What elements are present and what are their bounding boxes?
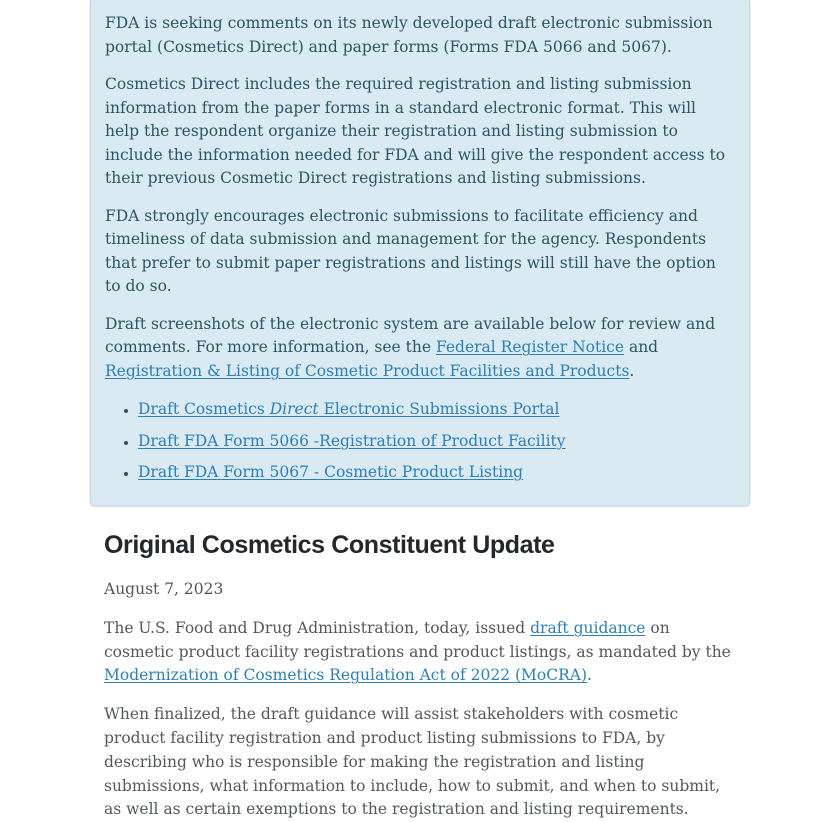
draft-fda-form-5067-link[interactable]: Draft FDA Form 5067 - Cosmetic Product Listing bbox=[138, 463, 523, 481]
paragraph bbox=[105, 313, 733, 384]
draft-fda-form-5066-link[interactable]: Draft FDA Form 5066 -Registration of Product Facility bbox=[138, 432, 566, 450]
paragraph bbox=[104, 617, 734, 688]
text-run: FDA is seeking comments on its newly developed draft electronic submission portal (Cosmetics Direct) and paper forms (Forms FDA 5066 and 5067). bbox=[105, 14, 713, 56]
list-item bbox=[138, 398, 733, 422]
mocra-link[interactable]: Modernization of Cosmetics Regulation Act of 2022 (MoCRA) bbox=[104, 666, 587, 684]
text-run: . bbox=[629, 362, 634, 380]
paragraph bbox=[104, 703, 734, 822]
text-run: Cosmetics Direct includes the required registration and listing submission information from the paper forms in a standard electronic format. This will help the respondent organize their registration and listing submission to include the information needed for FDA and will give the respondent access to their previous Cosmetic Direct registrations and listing submissions. bbox=[105, 75, 725, 187]
draft-guidance-link[interactable]: draft guidance bbox=[530, 619, 645, 637]
text-run: When finalized, the draft guidance will assist stakeholders with cosmetic product facility registration and product listing submissions to FDA, by describing who is responsible for making the registration and listing submissions, what information to include, how to submit, and when to submit, as well as certain exemptions to the registration and listing requirements. bbox=[104, 705, 720, 818]
paragraph bbox=[105, 12, 733, 59]
paragraph bbox=[105, 205, 733, 299]
list-item bbox=[138, 461, 733, 485]
draft-cosmetics-direct-portal-link[interactable]: Draft Cosmetics Direct Electronic Submissions Portal bbox=[138, 400, 559, 418]
text-run: on cosmetic product facility registrations and product listings, as mandated by the bbox=[104, 619, 731, 661]
registration-listing-link[interactable]: Registration & Listing of Cosmetic Product Facilities and Products bbox=[105, 362, 629, 380]
list-item bbox=[138, 430, 733, 454]
text-run: The U.S. Food and Drug Administration, today, issued bbox=[104, 619, 530, 637]
text-run: FDA strongly encourages electronic submissions to facilitate efficiency and timeliness of data submission and management for the agency. Respondents that prefer to submit paper registrations and listings will still have the option to do so. bbox=[105, 207, 716, 296]
text-run: Draft screenshots of the electronic system are available below for review and comments. For more information, see the bbox=[105, 315, 715, 357]
callout-paragraphs bbox=[105, 12, 733, 383]
text-run: . bbox=[587, 666, 592, 684]
text-run: and bbox=[624, 338, 658, 356]
callout-box bbox=[90, 0, 750, 506]
page-title: Original Cosmetics Constituent Update bbox=[104, 531, 734, 560]
article-paragraphs bbox=[104, 617, 734, 822]
article-date: August 7, 2023 bbox=[104, 578, 734, 602]
article bbox=[104, 531, 734, 822]
paragraph bbox=[105, 73, 733, 191]
federal-register-notice-link[interactable]: Federal Register Notice bbox=[436, 338, 624, 356]
callout-link-list bbox=[105, 398, 733, 485]
